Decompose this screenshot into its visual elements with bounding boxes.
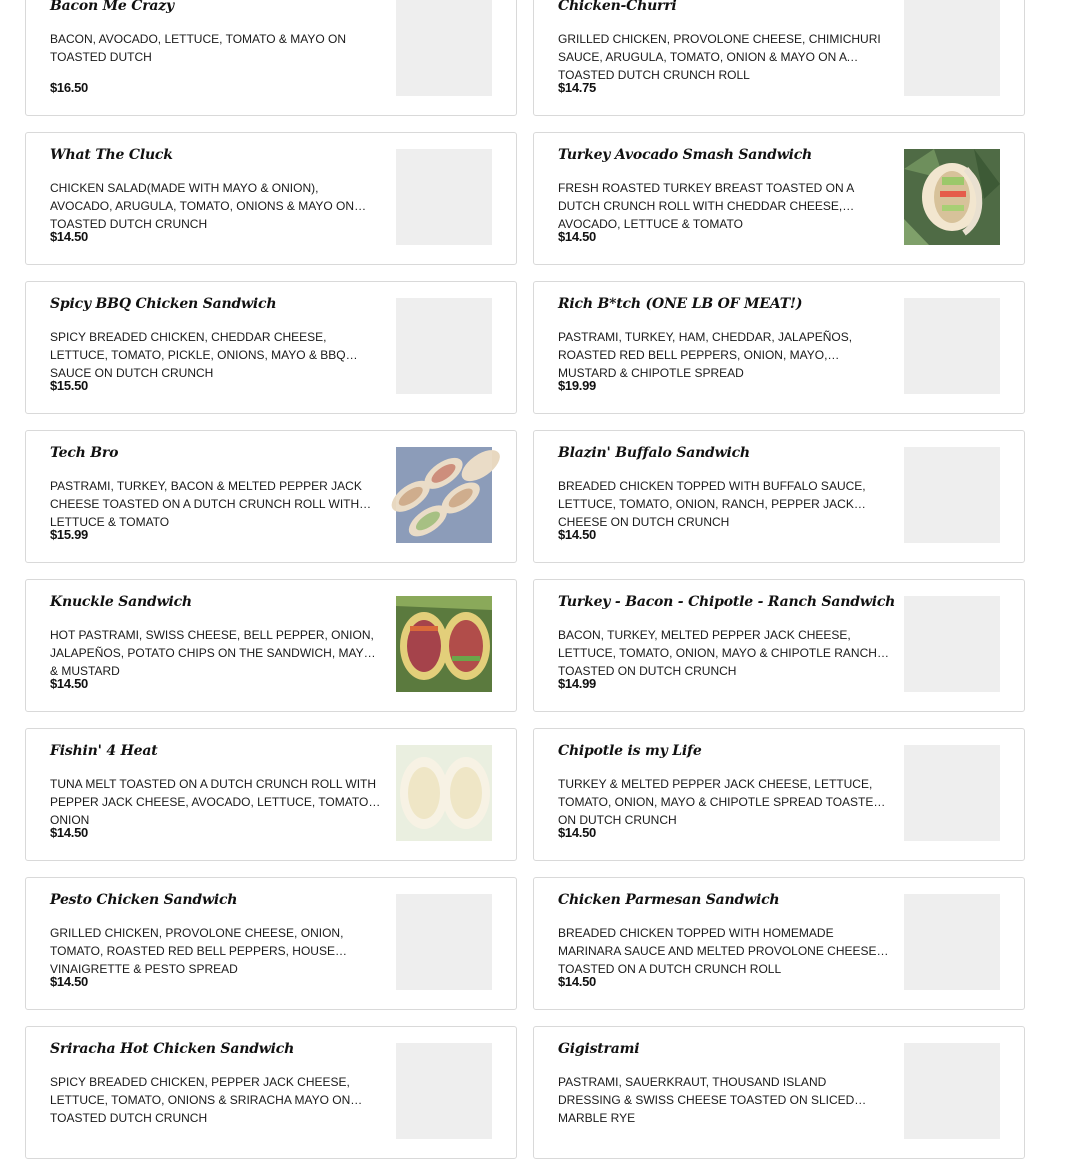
item-description: HOT PASTRAMI, SWISS CHEESE, BELL PEPPER, ONION, JALAPEÑOS, POTATO CHIPS ON THE SANDWICH, MAYO & MUSTARD [50, 628, 374, 678]
item-photo [396, 745, 492, 841]
item-price: $14.75 [558, 80, 596, 95]
item-price: $16.50 [50, 80, 88, 95]
item-name: Gigistrami [558, 1041, 640, 1057]
menu-grid [25, 0, 1025, 1159]
item-photo [396, 596, 492, 692]
item-description: CHICKEN SALAD(MADE WITH MAYO & ONION), AVOCADO, ARUGULA, TOMATO, ONIONS & MAYO ON TOASTED DUTCH CRUNCH [50, 181, 355, 231]
item-price: $15.99 [50, 527, 88, 542]
item-price: $14.50 [558, 229, 596, 244]
item-name: Tech Bro [50, 445, 119, 461]
item-name: Rich B*tch (ONE LB OF MEAT!) [558, 296, 803, 312]
menu-item-card[interactable] [25, 579, 517, 712]
menu-item-card[interactable] [25, 0, 517, 116]
item-description: BACON, AVOCADO, LETTUCE, TOMATO & MAYO ON TOASTED DUTCH [50, 32, 347, 64]
item-description: GRILLED CHICKEN, PROVOLONE CHEESE, CHIMICHURI SAUCE, ARUGULA, TOMATO, ONION & MAYO ON A TOASTED DUTCH CRUNCH ROLL [558, 32, 881, 82]
menu-item-card[interactable] [533, 132, 1025, 265]
item-image-placeholder [904, 596, 1000, 692]
item-image-placeholder [396, 1043, 492, 1139]
menu-item-card[interactable] [533, 877, 1025, 1010]
item-description: TURKEY & MELTED PEPPER JACK CHEESE, LETTUCE, TOMATO, ONION, MAYO & CHIPOTLE SPREAD TOASTED ON DUTCH CRUNCH [558, 777, 883, 827]
item-name: Turkey - Bacon - Chipotle - Ranch Sandwich [558, 594, 896, 610]
item-description: SPICY BREADED CHICKEN, PEPPER JACK CHEESE, LETTUCE, TOMATO, ONIONS & SRIRACHA MAYO ON TOASTED DUTCH CRUNCH [50, 1075, 351, 1125]
item-name: Spicy BBQ Chicken Sandwich [50, 296, 277, 312]
item-name: Fishin' 4 Heat [50, 743, 158, 759]
menu-item-card[interactable] [25, 132, 517, 265]
item-description: FRESH ROASTED TURKEY BREAST TOASTED ON A DUTCH CRUNCH ROLL WITH CHEDDAR CHEESE, AVOCADO, LETTUCE & TOMATO [558, 181, 854, 231]
menu-item-card[interactable] [533, 1026, 1025, 1159]
item-name: Chipotle is my Life [558, 743, 702, 759]
menu-item-card[interactable] [25, 430, 517, 563]
menu-item-card[interactable] [25, 877, 517, 1010]
item-description: PASTRAMI, TURKEY, BACON & MELTED PEPPER JACK CHEESE TOASTED ON A DUTCH CRUNCH ROLL WITH LETTUCE & TOMATO [50, 479, 362, 529]
item-description: BREADED CHICKEN TOPPED WITH BUFFALO SAUCE, LETTUCE, TOMATO, ONION, RANCH, PEPPER JACK CHEESE ON DUTCH CRUNCH [558, 479, 866, 529]
item-image-placeholder [904, 745, 1000, 841]
item-image-placeholder [904, 0, 1000, 96]
item-price: $14.50 [558, 974, 596, 989]
menu-item-card[interactable] [533, 430, 1025, 563]
item-name: Blazin' Buffalo Sandwich [558, 445, 750, 461]
item-name: Turkey Avocado Smash Sandwich [558, 147, 813, 163]
item-price: $14.50 [50, 229, 88, 244]
menu-item-card[interactable] [25, 728, 517, 861]
item-image-placeholder [396, 894, 492, 990]
item-image-placeholder [904, 1043, 1000, 1139]
item-name: What The Cluck [50, 147, 173, 163]
item-name: Chicken Parmesan Sandwich [558, 892, 780, 908]
item-image-placeholder [396, 298, 492, 394]
menu-item-card[interactable] [25, 281, 517, 414]
item-price: $15.50 [50, 378, 88, 393]
item-name: Bacon Me Crazy [50, 0, 174, 14]
item-name: Pesto Chicken Sandwich [50, 892, 238, 908]
item-description: PASTRAMI, TURKEY, HAM, CHEDDAR, JALAPEÑOS, ROASTED RED BELL PEPPERS, ONION, MAYO, MUSTARD & CHIPOTLE SPREAD [558, 330, 853, 380]
item-description: TUNA MELT TOASTED ON A DUTCH CRUNCH ROLL WITH PEPPER JACK CHEESE, AVOCADO, LETTUCE, TOMATO & ONION [50, 777, 380, 827]
item-image-placeholder [904, 447, 1000, 543]
item-image-placeholder [396, 0, 492, 96]
item-image-placeholder [904, 298, 1000, 394]
item-price: $14.50 [558, 527, 596, 542]
item-description: SPICY BREADED CHICKEN, CHEDDAR CHEESE, LETTUCE, TOMATO, PICKLE, ONIONS, MAYO & BBQ SAUCE ON DUTCH CRUNCH [50, 330, 346, 380]
item-photo [904, 149, 1000, 245]
menu-item-card[interactable] [533, 579, 1025, 712]
item-photo [396, 447, 492, 543]
item-image-placeholder [396, 149, 492, 245]
item-description: GRILLED CHICKEN, PROVOLONE CHEESE, ONION, TOMATO, ROASTED RED BELL PEPPERS, HOUSE VINAIGRETTE & PESTO SPREAD [50, 926, 344, 976]
item-name: Sriracha Hot Chicken Sandwich [50, 1041, 295, 1057]
item-price: $19.99 [558, 378, 596, 393]
menu-item-card[interactable] [533, 281, 1025, 414]
item-price: $14.50 [50, 974, 88, 989]
item-price: $14.50 [50, 825, 88, 840]
item-price: $14.99 [558, 676, 596, 691]
item-price: $14.50 [558, 825, 596, 840]
menu-item-card[interactable] [25, 1026, 517, 1159]
item-description: PASTRAMI, SAUERKRAUT, THOUSAND ISLAND DRESSING & SWISS CHEESE TOASTED ON SLICED MARBLE RYE [558, 1075, 855, 1125]
item-price: $14.50 [50, 676, 88, 691]
item-description: BACON, TURKEY, MELTED PEPPER JACK CHEESE, LETTUCE, TOMATO, ONION, MAYO & CHIPOTLE RANCH TOASTED ON DUTCH CRUNCH [558, 628, 877, 678]
item-description: BREADED CHICKEN TOPPED WITH HOMEMADE MARINARA SAUCE AND MELTED PROVOLONE CHEESE TOASTED ON A DUTCH CRUNCH ROLL [558, 926, 877, 976]
menu-item-card[interactable] [533, 728, 1025, 861]
item-name: Chicken-Churri [558, 0, 677, 14]
menu-item-card[interactable] [533, 0, 1025, 116]
item-name: Knuckle Sandwich [50, 594, 192, 610]
item-image-placeholder [904, 894, 1000, 990]
